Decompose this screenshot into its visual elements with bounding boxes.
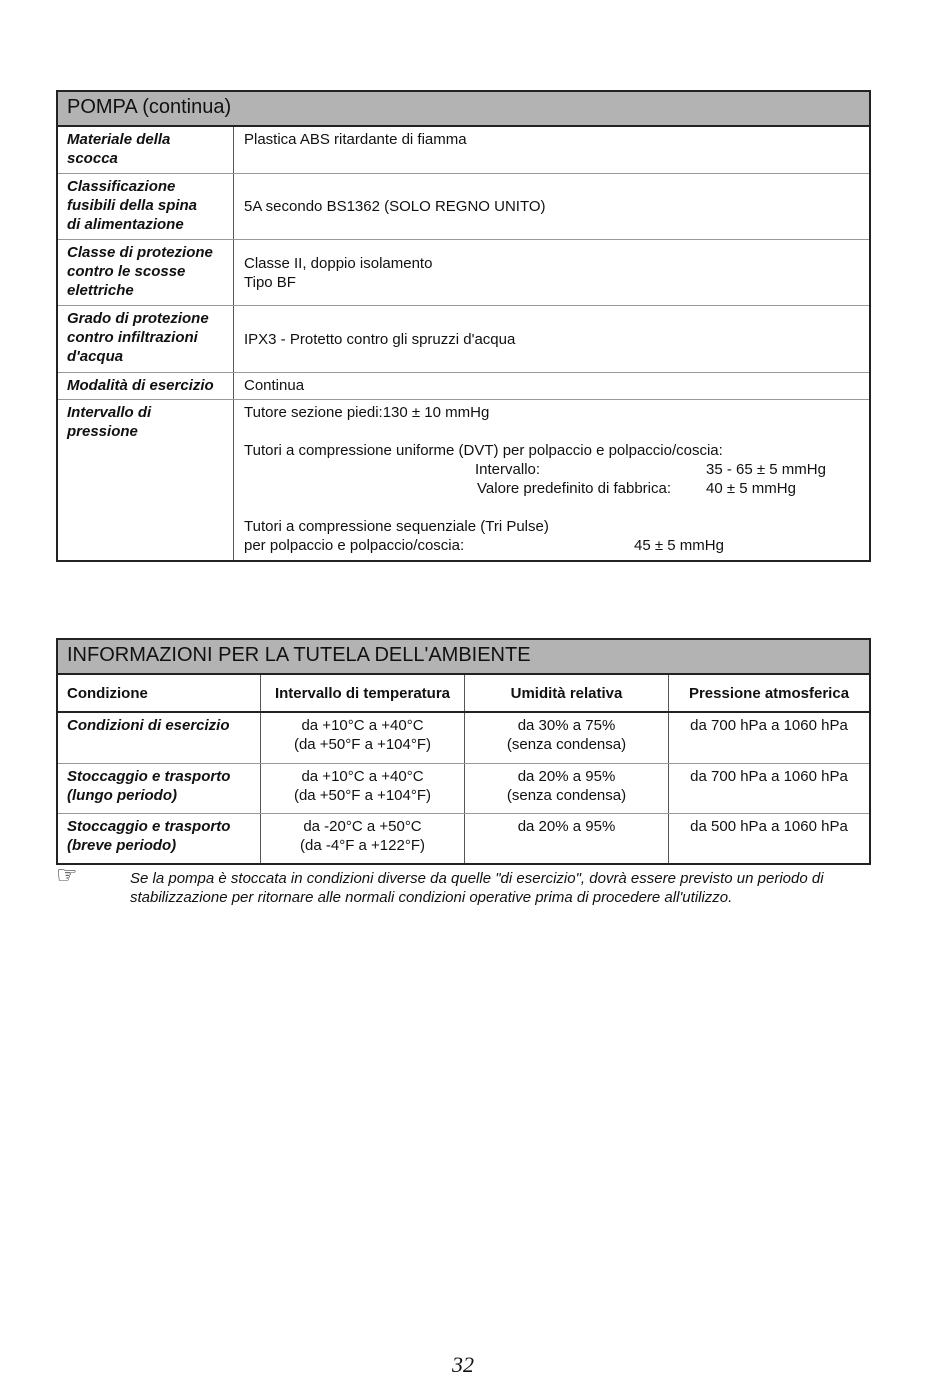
header-humidity: Umidità relativa	[465, 675, 669, 711]
env-section-title: INFORMAZIONI PER LA TUTELA DELL'AMBIENTE	[58, 640, 869, 675]
spec-row-material	[58, 127, 869, 173]
foot-pressure: Tutore sezione piedi:130 ± 10 mmHg	[244, 404, 490, 421]
spec-row-pressure-range	[58, 399, 869, 560]
seq-value: 45 ± 5 mmHg	[634, 537, 724, 554]
env-row-short-storage	[58, 813, 869, 863]
pump-section-title: POMPA (continua)	[58, 92, 869, 127]
env-condition: Stoccaggio e trasporto (breve periodo)	[58, 814, 261, 863]
env-temperature: da +10°C a +40°C (da +50°F a +104°F)	[261, 713, 465, 763]
spec-row-fuse	[58, 173, 869, 239]
spec-value	[234, 373, 869, 399]
seq-line-1: Tutori a compressione sequenziale (Tri Pulse)	[244, 518, 549, 535]
storage-note	[56, 862, 871, 907]
env-condition: Stoccaggio e trasporto (lungo periodo)	[58, 764, 261, 813]
spec-value-text: Continua	[244, 377, 305, 394]
spec-row-operation-mode	[58, 372, 869, 399]
env-pressure: da 500 hPa a 1060 hPa	[690, 818, 848, 835]
page-number: 32	[452, 1352, 474, 1377]
env-header-row	[58, 675, 869, 713]
spec-label: Materiale della scocca	[58, 127, 234, 173]
env-temperature: da +10°C a +40°C (da +50°F a +104°F)	[261, 764, 465, 813]
header-pressure: Pressione atmosferica	[688, 684, 850, 702]
env-humidity: da 20% a 95%	[465, 814, 669, 863]
pointing-hand-icon: ☞	[56, 862, 78, 889]
env-pressure: da 700 hPa a 1060 hPa	[690, 717, 848, 734]
spec-value	[234, 127, 869, 173]
dvt-intro: Tutori a compressione uniforme (DVT) per polpaccio e polpaccio/coscia:	[244, 442, 723, 459]
spec-row-shock-protection	[58, 239, 869, 305]
spec-value-text: Classe II, doppio isolamento Tipo BF	[244, 254, 433, 291]
dvt-range-label: Intervallo:	[475, 461, 541, 478]
note-text: Se la pompa è stoccata in condizioni diverse da quelle "di esercizio", dovrà essere previsto un periodo di stabilizzazione per ritornare alle normali condizioni operative prima di procedere all'utilizzo.	[130, 870, 824, 906]
dvt-range-line	[244, 460, 859, 479]
spec-value	[234, 306, 869, 372]
spec-value-text: Plastica ABS ritardante di fiamma	[244, 131, 467, 148]
spec-value	[234, 174, 869, 239]
pump-spec-table	[56, 90, 871, 562]
env-row-long-storage	[58, 763, 869, 813]
spec-value-text: IPX3 - Protetto contro gli spruzzi d'acqua	[244, 330, 516, 348]
spec-label: Intervallo di pressione	[58, 400, 234, 560]
dvt-default-value: 40 ± 5 mmHg	[706, 480, 796, 497]
spec-label: Grado di protezione contro infiltrazioni d'acqua	[58, 306, 234, 372]
spec-label: Classificazione fusibili della spina di alimentazione	[58, 174, 234, 239]
header-temperature: Intervallo di temperatura	[261, 675, 465, 711]
spec-value	[234, 240, 869, 305]
seq-line-2	[244, 536, 859, 555]
spec-row-water-protection	[58, 305, 869, 372]
env-humidity: da 30% a 75% (senza condensa)	[465, 713, 669, 763]
header-condition: Condizione	[58, 675, 261, 711]
env-pressure: da 700 hPa a 1060 hPa	[690, 768, 848, 785]
seq-label: per polpaccio e polpaccio/coscia:	[244, 537, 465, 554]
pressure-values	[234, 400, 869, 560]
spec-label: Modalità di esercizio	[58, 373, 234, 399]
dvt-range-value: 35 - 65 ± 5 mmHg	[706, 461, 826, 478]
env-row-operating	[58, 713, 869, 763]
environment-table	[56, 638, 871, 865]
spec-value-text: 5A secondo BS1362 (SOLO REGNO UNITO)	[244, 198, 546, 215]
env-humidity: da 20% a 95% (senza condensa)	[465, 764, 669, 813]
env-condition: Condizioni di esercizio	[58, 713, 261, 763]
dvt-default-line	[244, 479, 859, 498]
env-temperature: da -20°C a +50°C (da -4°F a +122°F)	[261, 814, 465, 863]
dvt-default-label: Valore predefinito di fabbrica:	[477, 480, 672, 497]
spec-label: Classe di protezione contro le scosse elettriche	[58, 240, 234, 305]
